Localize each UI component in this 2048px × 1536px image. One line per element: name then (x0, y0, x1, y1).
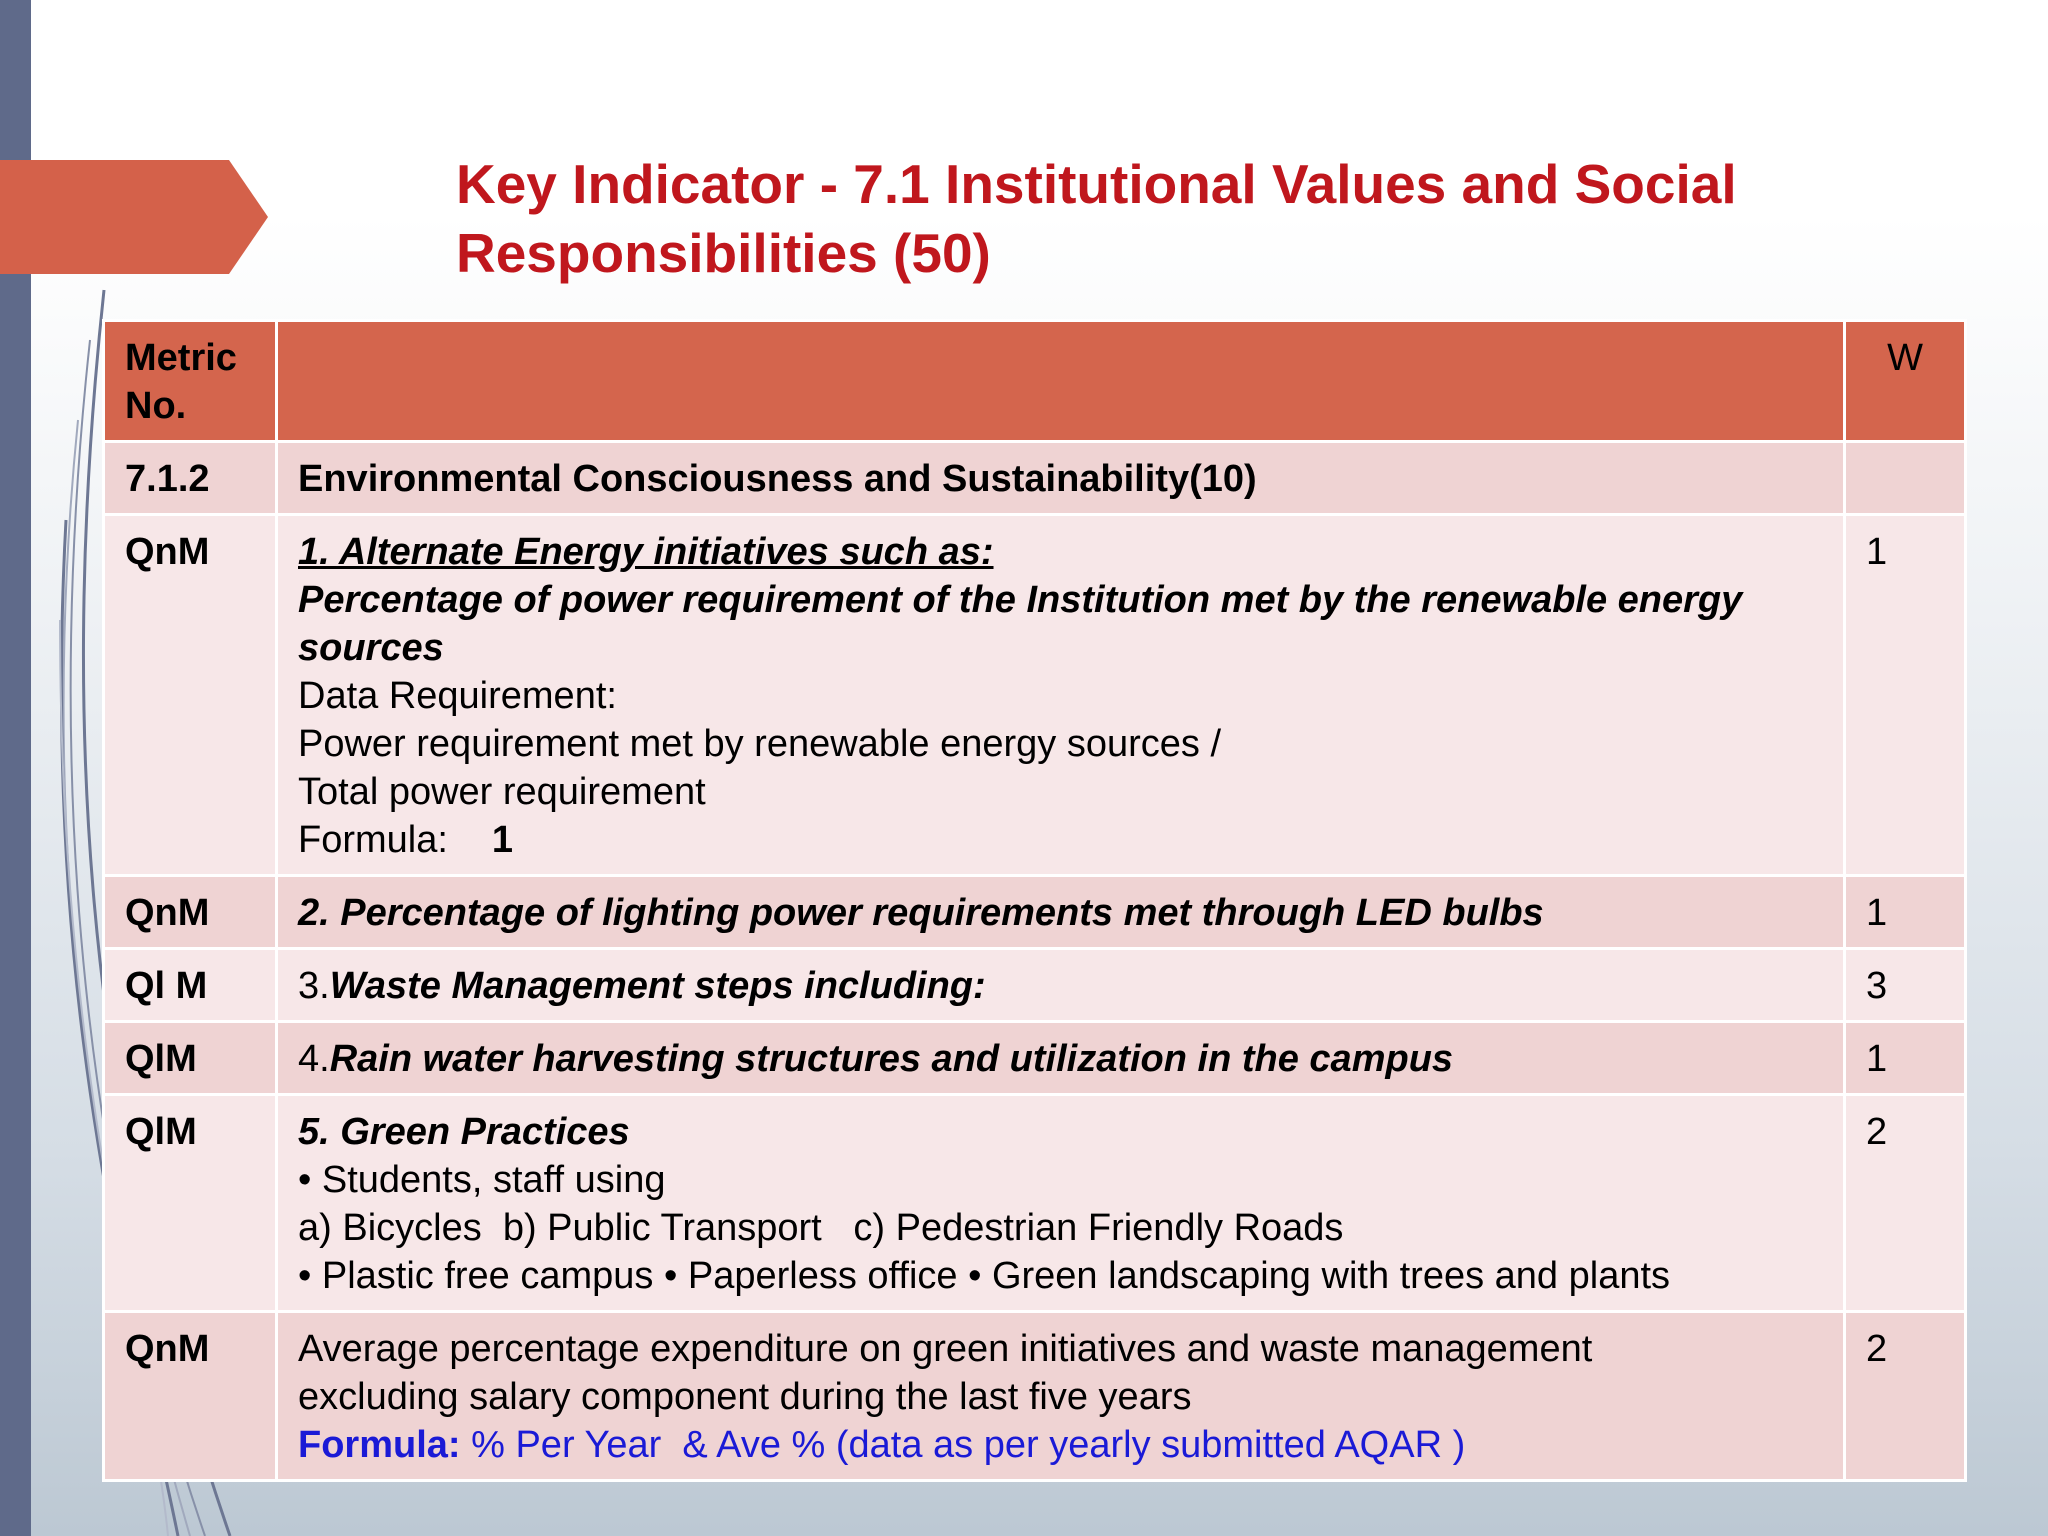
slide-title-line2: Responsibilities (50) (456, 222, 991, 284)
section-weight (1845, 442, 1966, 515)
row-formula (298, 1421, 1823, 1469)
row-weight: 2 (1845, 1095, 1966, 1312)
row-line: Data Requirement: (298, 675, 617, 717)
section-title: Environmental Consciousness and Sustainability(10) (277, 442, 1845, 515)
row-line: Power requirement met by renewable energy sources / (298, 723, 1222, 765)
row-prefix: 3. (298, 965, 330, 1007)
metrics-table (102, 319, 1967, 1482)
row-heading: 1. Alternate Energy initiatives such as: (298, 531, 994, 573)
row-description (277, 1095, 1845, 1312)
row-subheading: Percentage of power requirement of the Institution met by the renewable energy sources (298, 579, 1743, 669)
table-row (104, 876, 1966, 949)
table-header-row (104, 321, 1966, 442)
formula-value: 1 (491, 819, 514, 861)
row-text: Rain water harvesting structures and utilization in the campus (329, 1038, 1454, 1080)
row-description (277, 949, 1845, 1022)
formula-text: % Per Year & Ave % (data as per yearly submitted AQAR ) (460, 1424, 1466, 1466)
slide-title-line1: Key Indicator - 7.1 Institutional Values and Social (456, 153, 1737, 215)
row-type: QnM (104, 515, 277, 876)
row-weight: 1 (1845, 1022, 1966, 1095)
row-line: excluding salary component during the last five years (298, 1376, 1192, 1418)
row-description (277, 515, 1845, 876)
table-row (104, 1312, 1966, 1481)
row-line: Average percentage expenditure on green initiatives and waste management (298, 1328, 1593, 1370)
row-type: QlM (104, 1022, 277, 1095)
row-description: 2. Percentage of lighting power requirements met through LED bulbs (277, 876, 1845, 949)
row-type: Ql M (104, 949, 277, 1022)
formula-label: Formula: (298, 1424, 461, 1466)
row-line: a) Bicycles b) Public Transport c) Pedestrian Friendly Roads (298, 1207, 1344, 1249)
table-row (104, 515, 1966, 876)
slide-title (456, 150, 1956, 288)
row-prefix: 4. (298, 1038, 330, 1080)
row-line: Total power requirement (298, 771, 706, 813)
header-metric-no: Metric No. (104, 321, 277, 442)
row-heading: 5. Green Practices (298, 1111, 630, 1153)
section-metric-no: 7.1.2 (104, 442, 277, 515)
row-formula (298, 816, 1823, 864)
row-text: Waste Management steps including: (329, 965, 986, 1007)
section-row (104, 442, 1966, 515)
table-row (104, 1022, 1966, 1095)
header-weight: W (1845, 321, 1966, 442)
row-type: QnM (104, 1312, 277, 1481)
formula-label: Formula: (298, 819, 448, 861)
row-line: • Plastic free campus • Paperless office • Green landscaping with trees and plants (298, 1255, 1671, 1297)
row-weight: 2 (1845, 1312, 1966, 1481)
row-type: QnM (104, 876, 277, 949)
row-line: • Students, staff using (298, 1159, 666, 1201)
table-row (104, 949, 1966, 1022)
row-type: QlM (104, 1095, 277, 1312)
row-description (277, 1312, 1845, 1481)
table-row (104, 1095, 1966, 1312)
row-weight: 1 (1845, 876, 1966, 949)
header-description (277, 321, 1845, 442)
title-flag-arrow (0, 160, 268, 274)
row-weight: 3 (1845, 949, 1966, 1022)
row-weight: 1 (1845, 515, 1966, 876)
row-description (277, 1022, 1845, 1095)
